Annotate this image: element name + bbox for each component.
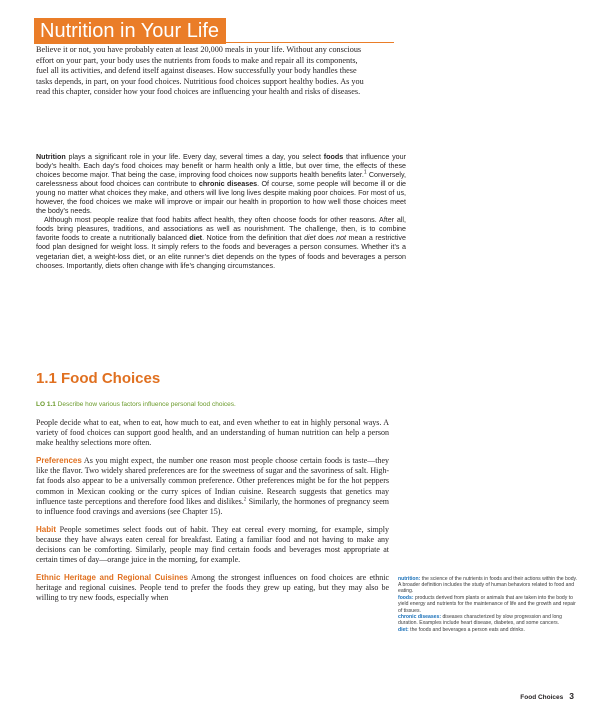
paragraph-ethnic — [36, 573, 389, 603]
learning-objective — [36, 401, 236, 408]
page-footer — [520, 691, 574, 701]
paragraph-habit — [36, 525, 389, 565]
text-span: Among the strongest influences on food choices are ethnic heritage and regional cuisines. People tend to prefer the foods they grew up eating, but they may also be willing to try new foods, especially when — [36, 573, 389, 603]
term-diet: diet — [189, 234, 203, 243]
lo-code: LO 1.1 — [36, 401, 56, 408]
run-in-head-preferences: Preferences — [36, 456, 82, 466]
page-number: 3 — [569, 691, 574, 701]
term-chronic-diseases: chronic diseases — [198, 180, 258, 189]
emphasis-diet: diet — [304, 234, 316, 243]
emphasis-not: not — [336, 234, 347, 243]
text-span: Although most people realize that food habits affect health, they often choose foods for other reasons. After all, foods bring pleasures, traditions, and associations as well as nourishment. The challenge, then, is to combine favorite foods to create a nutritionally balanced — [36, 216, 406, 243]
footnote-ref-2: 2 — [243, 497, 247, 502]
section-title: 1.1 Food Choices — [36, 370, 161, 387]
glossary-definition: the foods and beverages a person eats and drinks. — [408, 627, 525, 634]
paragraph-nutrition — [36, 153, 406, 216]
lo-text: Describe how various factors influence personal food choices. — [55, 401, 236, 408]
glossary-term: diet: — [398, 627, 409, 634]
glossary-entry — [398, 627, 580, 633]
text-span: plays a significant role in your life. Every day, several times a day, you select — [65, 153, 324, 161]
paragraph-intro-choices: People decide what to eat, when to eat, how much to eat, and even whether to eat in highly personal ways. A variety of food choices can support good health, and an understanding of human nutrition can help a person make healthy selections more often. — [36, 418, 389, 448]
main-column-top — [36, 153, 406, 271]
term-foods: foods — [323, 153, 344, 161]
text-span: . Of course, some people will become ill or die young no matter what choices they make, and others will live long lives despite making poor choices. For most of us, however, the food choices we make will improve or impair our health in proportion to how well those choices meet the body’s needs. — [36, 180, 406, 216]
paragraph-preferences — [36, 456, 389, 517]
footer-label: Food Choices — [520, 694, 564, 701]
glossary-entry — [398, 614, 580, 626]
glossary-entry — [398, 576, 580, 595]
text-span: As you might expect, the number one reason most people choose certain foods is taste—they like the flavor. Two widely shared preferences are for the sweetness of sugar and the savoriness of salt. High-fat foods also appear to be a universally common preference. Other preferences might be for the hot peppers common in Mexican cooking or the curry spices of Indian cuisine. Research suggests that genetics may influence taste perceptions and therefore food likes and dislikes. — [36, 456, 389, 506]
glossary-term: nutrition: — [398, 576, 421, 582]
text-span: mean a restrictive food plan designed for weight loss. It simply refers to the foods and beverages a person consumes. Whether it’s a vegetarian diet, a weight-loss diet, or an elite runner’s diet depends on the types of foods and beverages a person chooses. Importantly, diets often change with life’s changing circumstances. — [36, 234, 406, 270]
text-span: People sometimes select foods out of habit. They eat cereal every morning, for example, simply because they have always eaten cereal for breakfast. Eating a familiar food and not having to make any decisions can be comforting. Similarly, people may find certain foods and beverages most appropriate at certain times of day—orange juice in the morning, for example. — [36, 524, 389, 565]
glossary-definition: the science of the nutrients in foods and their actions within the body. A broader definition includes the study of human behaviors related to food and eating. — [398, 576, 578, 595]
text-span: Similarly, the hormones of pregnancy seem to influence food cravings and aversions (see Chapter 15). — [36, 496, 390, 516]
glossary-term: chronic diseases: — [398, 614, 442, 621]
intro-paragraph: Believe it or not, you have probably eaten at least 20,000 meals in your life. Without any conscious effort on your part, your body uses the nutrients from foods to make and repair all its components, fuel all its activities, and defend itself against diseases. How successfully your body handles these tasks depends, in part, on your food choices. Nutritious food choices support healthy bodies. As you read this chapter, consider how your food choices are influencing your health and risks of diseases. — [36, 45, 364, 96]
paragraph-diet — [36, 216, 406, 270]
glossary-definition: products derived from plants or animals that are taken into the body to yield energy and nutrients for the maintenance of life and the growth and repair of tissues. — [398, 595, 576, 614]
footnote-ref-1: 1 — [363, 169, 367, 176]
glossary-sidebar — [398, 576, 580, 634]
banner-rule — [34, 42, 394, 43]
section-body — [36, 418, 389, 612]
text-span: Conversely, carelessness about food choices can contribute to — [36, 171, 406, 189]
glossary-term: foods: — [398, 595, 414, 602]
text-span: that influence your body’s health. Each day’s food choices may benefit or harm health only a little, but over time, the effects of these choices become major. That being the case, improving food choices now supports health benefits later. — [36, 153, 406, 180]
chapter-banner: Nutrition in Your Life — [34, 18, 226, 44]
term-nutrition: Nutrition — [36, 153, 66, 161]
text-span: does — [315, 234, 337, 243]
run-in-head-habit: Habit — [36, 524, 56, 534]
text-span: . Notice from the definition that — [202, 234, 305, 243]
glossary-entry — [398, 595, 580, 614]
glossary-definition: diseases characterized by slow progression and long duration. Examples include heart disease, diabetes, and some cancers. — [398, 614, 562, 627]
run-in-head-ethnic: Ethnic Heritage and Regional Cuisines — [36, 573, 188, 583]
